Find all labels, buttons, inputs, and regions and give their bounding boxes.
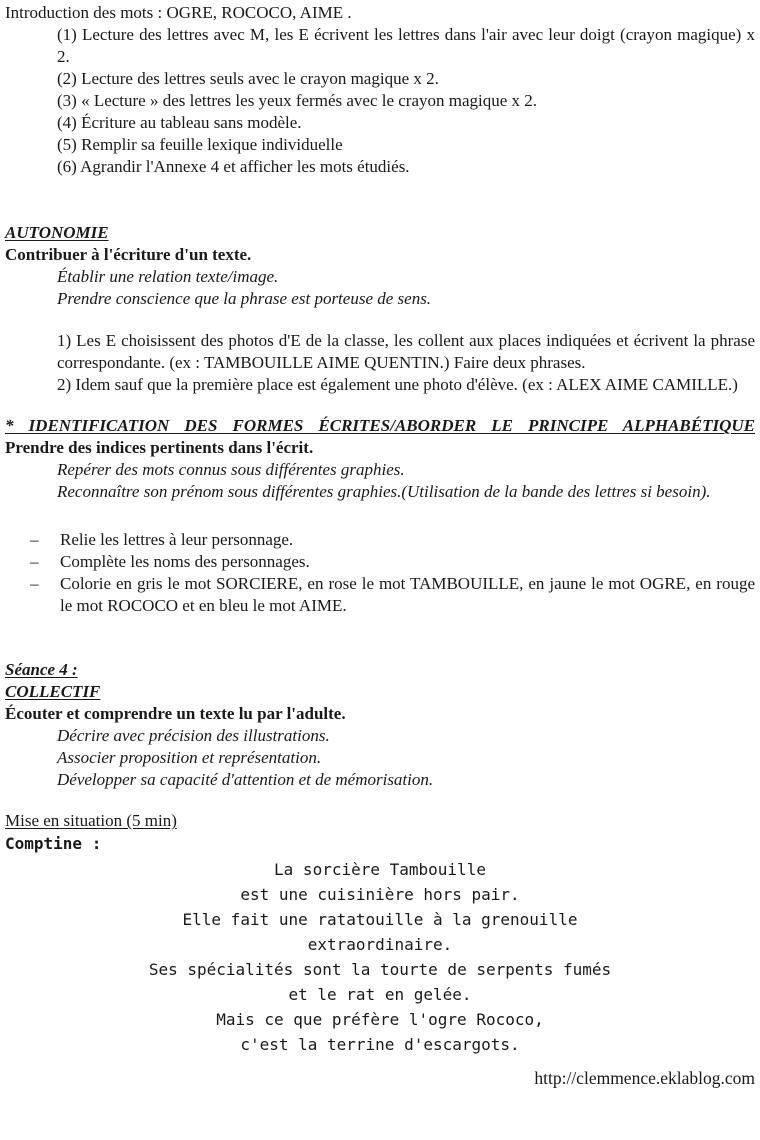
- task-text: Colorie en gris le mot SORCIERE, en rose le mot TAMBOUILLE, en jaune le mot OGRE, en rouge le mot ROCOCO et en bleu le mot AIME.: [60, 574, 755, 615]
- autonomie-step: 2) Idem sauf que la première place est également une photo d'élève. (ex : ALEX AIME CAMILLE.): [57, 375, 738, 394]
- poem-line: et le rat en gelée.: [288, 985, 472, 1004]
- comptine-poem: [5, 857, 755, 1057]
- comptine-label: Comptine :: [5, 834, 102, 853]
- poem-line: c'est la terrine d'escargots.: [240, 1035, 520, 1054]
- identification-goal: Reconnaître son prénom sous différentes graphies.(Utilisation de la bande des lettres si besoin).: [57, 482, 711, 501]
- intro-item: (4) Écriture au tableau sans modèle.: [57, 113, 302, 132]
- task-list: [5, 529, 755, 617]
- dash-bullet: –: [30, 552, 39, 571]
- poem-line: extraordinaire.: [307, 935, 453, 954]
- poem-line: Elle fait une ratatouille à la grenouille: [182, 910, 578, 929]
- identification-heading: * IDENTIFICATION DES FORMES ÉCRITES/ABORDER LE PRINCIPE ALPHABÉTIQUE: [5, 416, 755, 435]
- list-item: [5, 529, 755, 551]
- seance4-goal: Décrire avec précision des illustrations.: [57, 726, 330, 745]
- intro-item: (3) « Lecture » des lettres les yeux fermés avec le crayon magique x 2.: [57, 91, 538, 110]
- intro-item: (2) Lecture des lettres seuls avec le crayon magique x 2.: [57, 69, 439, 88]
- mise-en-situation-section: [5, 810, 755, 1057]
- footer-url: http://clemmence.eklablog.com: [534, 1068, 755, 1088]
- mise-en-situation-heading: Mise en situation (5 min): [5, 811, 177, 830]
- identification-goal: Repérer des mots connus sous différentes graphies.: [57, 460, 405, 479]
- autonomie-goal: Prendre conscience que la phrase est porteuse de sens.: [57, 289, 432, 308]
- task-text: Complète les noms des personnages.: [60, 552, 310, 571]
- intro-item: (6) Agrandir l'Annexe 4 et afficher les mots étudiés.: [57, 157, 410, 176]
- identification-section: [5, 415, 755, 617]
- identification-objective: Prendre des indices pertinents dans l'écrit.: [5, 438, 314, 457]
- list-item: [5, 573, 755, 617]
- poem-line: Mais ce que préfère l'ogre Rococo,: [216, 1010, 544, 1029]
- autonomie-heading: AUTONOMIE: [5, 223, 109, 242]
- seance4-objective: Écouter et comprendre un texte lu par l'adulte.: [5, 704, 346, 723]
- intro-item: (5) Remplir sa feuille lexique individuelle: [57, 135, 343, 154]
- poem-line: est une cuisinière hors pair.: [240, 885, 520, 904]
- autonomie-section: [5, 222, 755, 396]
- intro-title: Introduction des mots : OGRE, ROCOCO, AIME .: [5, 3, 352, 22]
- list-item: [5, 551, 755, 573]
- seance4-heading: Séance 4 :: [5, 660, 78, 679]
- autonomie-step: 1) Les E choisissent des photos d'E de la classe, les collent aux places indiquées et écrivent la phrase correspondante. (ex : TAMBOUILLE AIME QUENTIN.) Faire deux phrases.: [57, 331, 755, 372]
- task-text: Relie les lettres à leur personnage.: [60, 530, 294, 549]
- intro-item: (1) Lecture des lettres avec M, les E écrivent les lettres dans l'air avec leur doigt (crayon magique) x 2.: [57, 25, 755, 66]
- seance4-goal: Associer proposition et représentation.: [57, 748, 322, 767]
- seance4-section: [5, 659, 755, 791]
- poem-line: La sorcière Tambouille: [274, 860, 486, 879]
- autonomie-goal: Établir une relation texte/image.: [57, 267, 279, 286]
- dash-bullet: –: [30, 530, 39, 549]
- autonomie-objective: Contribuer à l'écriture d'un texte.: [5, 245, 252, 264]
- seance4-grouping: COLLECTIF: [5, 682, 101, 701]
- dash-bullet: –: [30, 574, 39, 593]
- seance4-goal: Développer sa capacité d'attention et de mémorisation.: [57, 770, 434, 789]
- poem-line: Ses spécialités sont la tourte de serpents fumés: [148, 960, 612, 979]
